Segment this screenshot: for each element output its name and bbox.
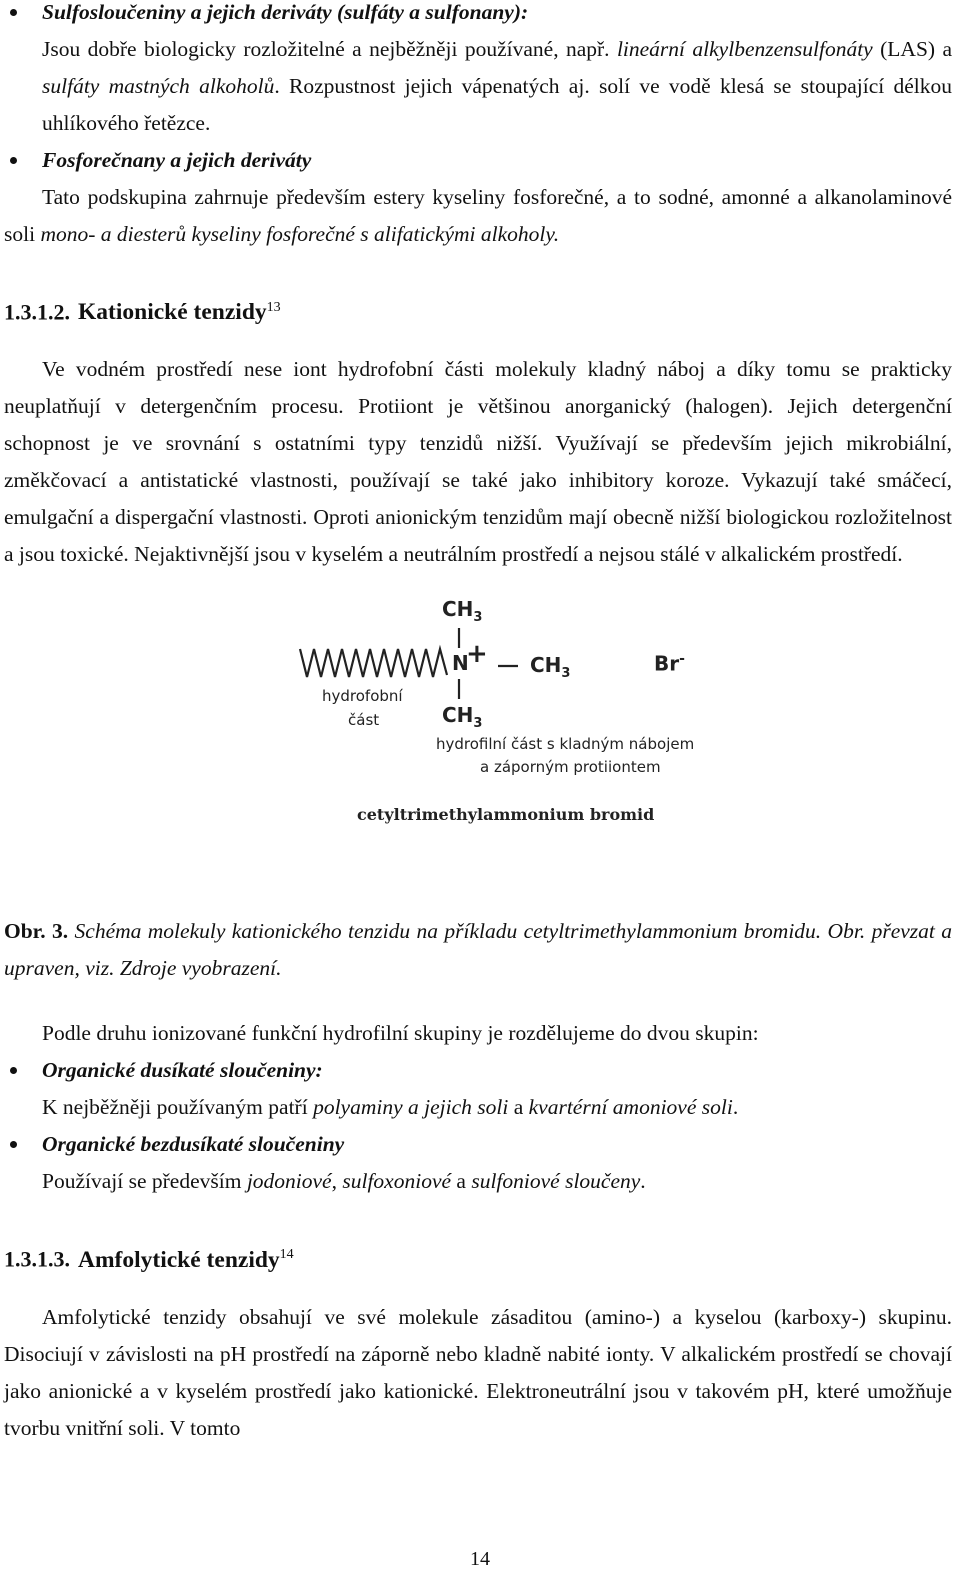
bullet-bezdusikate bbox=[4, 1126, 952, 1163]
skupiny-intro: Podle druhu ionizované funkční hydrofilní skupiny je rozdělujeme do dvou skupin: bbox=[42, 1021, 759, 1046]
bullet-icon bbox=[10, 9, 17, 16]
figure-caption bbox=[4, 913, 952, 987]
text: . bbox=[640, 1169, 646, 1194]
text-italic: sulfoxoniové bbox=[342, 1169, 452, 1194]
bullet-icon bbox=[10, 1141, 17, 1148]
section-heading-amfolyticke bbox=[4, 1236, 952, 1278]
bromide-label: Br- bbox=[654, 651, 685, 676]
bullet-dusikate bbox=[4, 1052, 952, 1089]
text: a bbox=[451, 1169, 472, 1194]
text: , bbox=[331, 1169, 343, 1194]
bullet-sulfo bbox=[4, 0, 952, 31]
molecule-figure bbox=[4, 595, 952, 895]
bullet-icon bbox=[10, 157, 17, 164]
hydrophobic-label: hydrofobní bbox=[322, 687, 403, 706]
text: Jsou dobře biologicky rozložitelné a nejběžněji používané, např. bbox=[42, 37, 617, 61]
section-heading-kationicke bbox=[4, 289, 952, 331]
text: Používají se především bbox=[42, 1169, 247, 1194]
dusikate-text bbox=[4, 1089, 952, 1126]
fosfo-paragraph bbox=[4, 179, 952, 253]
ch3-top-label: $CH_3$ bbox=[442, 597, 483, 626]
bezdusikate-heading: Organické bezdusíkaté sloučeniny bbox=[42, 1132, 345, 1157]
hydrophilic-label: hydrofilní část s kladným nábojem bbox=[436, 735, 695, 754]
text: . bbox=[732, 1095, 739, 1120]
hydrophilic-label-2: a záporným protiiontem bbox=[480, 758, 661, 777]
text: a bbox=[508, 1095, 529, 1120]
text: Tato podskupina zahrnuje především estery kyseliny fosforečné, a to sodné, amonné a alkanolaminové soli bbox=[4, 185, 952, 246]
text-italic: lineární alkylbenzensulfonáty bbox=[616, 37, 873, 61]
text-italic: jodoniové bbox=[246, 1169, 332, 1194]
kationicke-paragraph: Ve vodném prostředí nese iont hydrofobní části molekuly kladný náboj a díky tomu se prakticky neuplatňují v detergenčním procesu. Protiiont je většinou anorganický (halogen). Jejich detergenční schopnost je ve srovnání s ostatními typy tenzidů nižší. Využívají se především jejich mikrobiální, změkčovací a antistatické vlastnosti, používají se také jako inhibitory koroze. Vykazují také smáčecí, emulgační a dispergační vlastnosti. Oproti anionickým tenzidům mají obecně nižší biologickou rozložitelnost a jsou toxické. Nejaktivnější jsou v kyselém a neutrálním prostředí a nejsou stálé v alkalickém prostředí. bbox=[4, 357, 952, 567]
text: K nejběžněji používaným patří bbox=[42, 1095, 314, 1120]
section-number: 1.3.1.3. bbox=[4, 1246, 70, 1272]
section-title: Kationické tenzidy bbox=[78, 299, 267, 326]
hydrophobic-chain bbox=[300, 649, 447, 677]
text: (LAS) a bbox=[872, 37, 952, 61]
bullet-fosfo bbox=[4, 142, 952, 179]
ch3-right-label: $CH_3$ bbox=[530, 653, 571, 682]
plus-charge: + bbox=[466, 639, 488, 670]
amfolyticke-paragraph: Amfolytické tenzidy obsahují ve své molekule zásaditou (amino-) a kyselou (karboxy-) skupinu. Disociují v závislosti na pH prostředí na záporně nebo kladně nabité ionty. V alkalickém prostředí se chovají jako anionické a v kyselém prostředí jako kationické. Elektroneutrální jsou v takovém pH, které umožňuje tvorbu vnitřní soli. V tomto bbox=[4, 1304, 952, 1440]
footnote-ref: 13 bbox=[266, 300, 281, 315]
document-page bbox=[4, 0, 952, 1447]
text: . Rozpustnost jejich vápenatých aj. solí ve vodě klesá se stoupající délkou uhlíkového řetězce. bbox=[42, 74, 953, 135]
text-italic: kvartérní amoniové soli bbox=[528, 1095, 733, 1120]
section-number: 1.3.1.2. bbox=[4, 299, 70, 325]
caption-text: Schéma molekuly kationického tenzidu na příkladu cetyltrimethylammonium bromidu. Obr. převzat a upraven, viz. Zdroje vyobrazení. bbox=[4, 919, 953, 981]
page-number: 14 bbox=[470, 1548, 490, 1570]
text-italic: sulfoniové sloučeny bbox=[471, 1169, 641, 1194]
section-title: Amfolytické tenzidy bbox=[78, 1246, 280, 1273]
sulfo-paragraph bbox=[4, 31, 952, 142]
text-italic: sulfáty mastných alkoholů bbox=[42, 74, 275, 98]
footnote-ref: 14 bbox=[279, 1247, 294, 1263]
text-italic: mono- a diesterů kyseliny fosforečné s alifatickými alkoholy. bbox=[40, 222, 560, 246]
hydrophobic-label-2: část bbox=[348, 711, 380, 730]
compound-name: cetyltrimethylammonium bromid bbox=[357, 805, 655, 825]
sulfo-heading: Sulfosloučeniny a jejich deriváty (sulfáty a sulfonany): bbox=[42, 0, 529, 24]
text-italic: polyaminy a jejich soli bbox=[313, 1095, 509, 1120]
bullet-icon bbox=[10, 1067, 17, 1074]
caption-label: Obr. 3. bbox=[4, 919, 69, 944]
bezdusikate-text bbox=[4, 1163, 952, 1200]
ch3-bottom-label: $CH_3$ bbox=[442, 703, 483, 732]
nitrogen-label: N bbox=[452, 651, 469, 676]
fosfo-heading: Fosforečnany a jejich deriváty bbox=[42, 148, 312, 172]
dusikate-heading: Organické dusíkaté sloučeniny: bbox=[42, 1058, 323, 1083]
